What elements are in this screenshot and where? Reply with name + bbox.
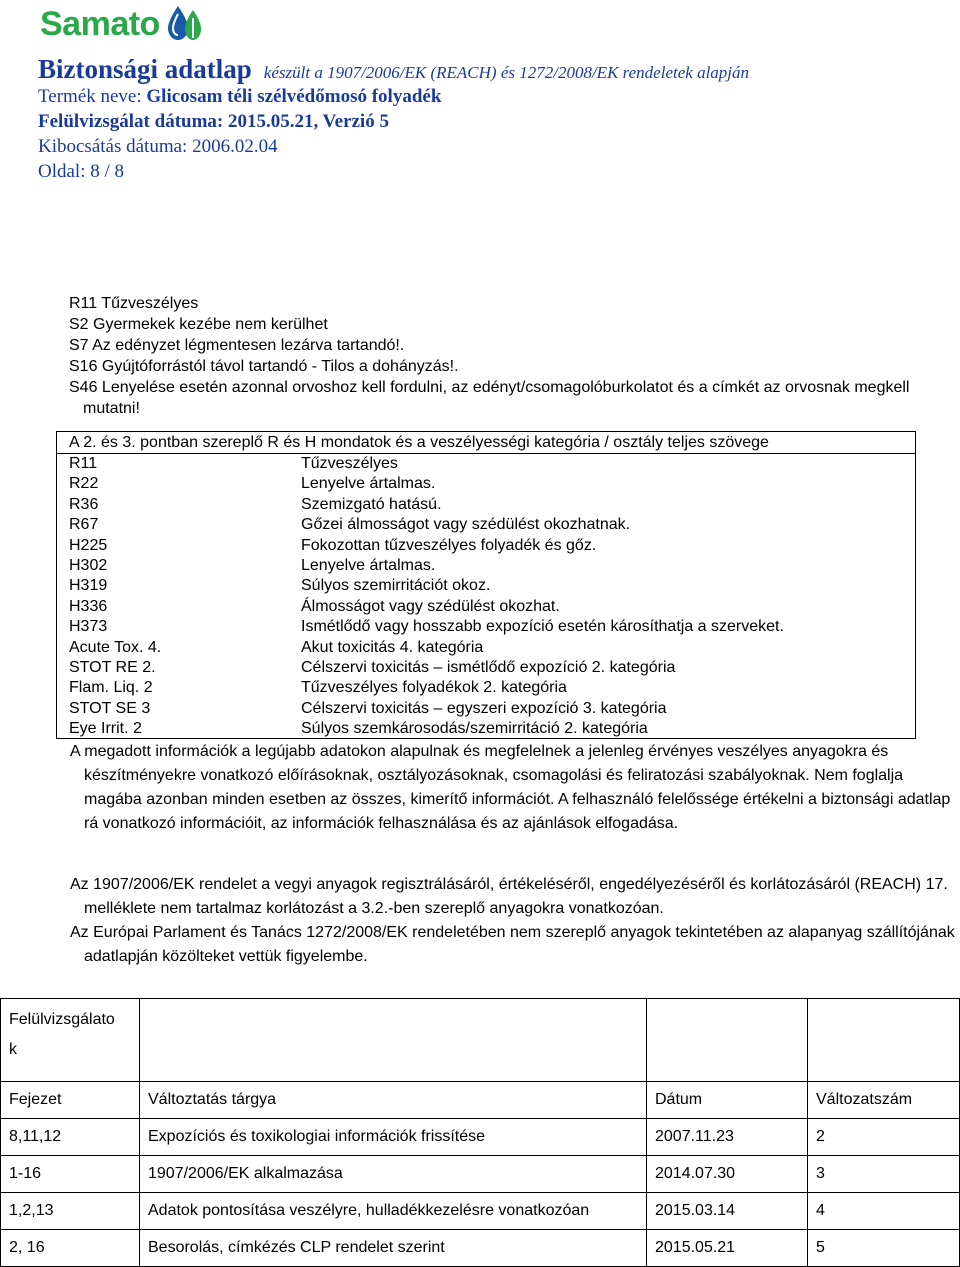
review-date-label: Felülvizsgálat dátuma: bbox=[38, 111, 224, 132]
regulatory-notes bbox=[70, 873, 958, 969]
column-header-date: Dátum bbox=[647, 1082, 808, 1119]
hazard-code: H225 bbox=[69, 536, 108, 554]
revision-date: 2014.07.30 bbox=[647, 1156, 808, 1193]
revision-version: 2 bbox=[808, 1119, 960, 1156]
revision-caption-row bbox=[1, 999, 960, 1082]
revision-version: 4 bbox=[808, 1193, 960, 1230]
page-number: 8 / 8 bbox=[90, 161, 125, 182]
hazard-row bbox=[69, 719, 784, 739]
hazard-row bbox=[69, 536, 784, 556]
hazard-row bbox=[69, 678, 784, 698]
hazard-code: H336 bbox=[69, 597, 108, 615]
hazard-code: Acute Tox. 4. bbox=[69, 638, 162, 656]
hazard-text: Tűzveszélyes bbox=[301, 455, 398, 472]
document-title: Biztonsági adatlap bbox=[38, 54, 252, 84]
product-label: Termék neve: bbox=[38, 86, 142, 107]
hazard-text: Tűzveszélyes folyadékok 2. kategória bbox=[301, 679, 567, 697]
hazard-row bbox=[69, 474, 784, 494]
revision-chapter: 1-16 bbox=[1, 1156, 140, 1193]
revision-version: 5 bbox=[808, 1230, 960, 1267]
hazard-row bbox=[69, 617, 784, 637]
company-logo bbox=[40, 4, 204, 44]
phrase-item: R11 Tűzveszélyes bbox=[69, 295, 199, 312]
revision-date: 2015.03.14 bbox=[647, 1193, 808, 1230]
table-row bbox=[1, 1156, 960, 1193]
hazard-text: Lenyelve ártalmas. bbox=[301, 475, 436, 493]
hazard-row bbox=[69, 699, 784, 719]
hazard-text: Lenyelve ártalmas. bbox=[301, 556, 436, 574]
revision-subject: Expozíciós és toxikologiai információk frissítése bbox=[140, 1119, 647, 1156]
hazard-row bbox=[69, 658, 784, 678]
document-subtitle: készült a 1907/2006/EK (REACH) és 1272/2008/EK rendeletek alapján bbox=[263, 63, 750, 82]
hazard-code: R22 bbox=[69, 475, 99, 493]
clp-note: Az Európai Parlament és Tanács 1272/2008/EK rendeletében nem szereplő anyagok tekintetében az alapanyag szállítójának adatlapján közölteket vettük figyelembe. bbox=[70, 924, 955, 965]
hazard-code: R67 bbox=[69, 516, 99, 534]
revision-caption-line: k bbox=[9, 1041, 17, 1058]
review-date-value: 2015.05.21, Verzió 5 bbox=[228, 111, 389, 132]
hazard-text: Súlyos szemkárosodás/szemirritáció 2. kategória bbox=[301, 720, 648, 738]
reach-note: Az 1907/2006/EK rendelet a vegyi anyagok regisztrálásáról, értékeléséről, engedélyezéséről és korlátozásáról (REACH) 17. melléklete nem tartalmaz korlátozást a 3.2.-ben szereplő anyagokra vonatkozóan. bbox=[70, 876, 948, 917]
drops-leaf-icon bbox=[166, 4, 204, 44]
hazard-code: R11 bbox=[69, 455, 98, 472]
revision-caption bbox=[1, 999, 140, 1082]
hazard-row bbox=[69, 556, 784, 576]
product-name: Glicosam téli szélvédőmosó folyadék bbox=[146, 86, 442, 107]
hazard-row bbox=[69, 454, 784, 474]
disclaimer-paragraph bbox=[70, 740, 958, 836]
revision-header-row bbox=[1, 1082, 960, 1119]
revision-date: 2007.11.23 bbox=[647, 1119, 808, 1156]
column-header-version: Változatszám bbox=[808, 1082, 960, 1119]
revision-date: 2015.05.21 bbox=[647, 1230, 808, 1267]
hazard-row bbox=[69, 597, 784, 617]
column-header-subject: Változtatás tárgya bbox=[140, 1082, 647, 1119]
issue-date-label: Kibocsátás dátuma: bbox=[38, 136, 188, 157]
revision-chapter: 1,2,13 bbox=[1, 1193, 140, 1230]
hazard-code: H302 bbox=[69, 556, 108, 574]
revision-subject: Besorolás, címkézés CLP rendelet szerint bbox=[140, 1230, 647, 1267]
hazard-text: Célszervi toxicitás – ismétlődő expozíció 2. kategória bbox=[301, 658, 676, 676]
revision-subject: 1907/2006/EK alkalmazása bbox=[140, 1156, 647, 1193]
hazard-text: Fokozottan tűzveszélyes folyadék és gőz. bbox=[301, 536, 597, 554]
column-header-chapter: Fejezet bbox=[1, 1082, 140, 1119]
hazard-row bbox=[69, 638, 784, 658]
revision-subject: Adatok pontosítása veszélyre, hulladékkezelésre vonatkozóan bbox=[140, 1193, 647, 1230]
hazard-row bbox=[69, 515, 784, 535]
hazard-text: Súlyos szemirritációt okoz. bbox=[301, 577, 491, 595]
table-row bbox=[1, 1230, 960, 1267]
hazard-text: Álmosságot vagy szédülést okozhat. bbox=[301, 597, 560, 615]
hazard-code: STOT SE 3 bbox=[69, 699, 151, 717]
hazard-code: Eye Irrit. 2 bbox=[69, 720, 142, 738]
hazard-text: Akut toxicitás 4. kategória bbox=[301, 638, 484, 656]
logo-text: Samato bbox=[40, 5, 160, 43]
hazard-table-title: A 2. és 3. pontban szereplő R és H mondatok és a veszélyességi kategória / osztály teljes szövege bbox=[69, 434, 769, 451]
issue-date-value: 2006.02.04 bbox=[192, 136, 278, 157]
phrase-list bbox=[69, 293, 954, 419]
hazard-code: R36 bbox=[69, 495, 99, 513]
hazard-code: H319 bbox=[69, 577, 108, 595]
phrase-item: S46 Lenyelése esetén azonnal orvoshoz kell fordulni, az edényt/csomagolóburkolatot és a címkét az orvosnak megkell mutatni! bbox=[69, 379, 910, 417]
page-label: Oldal: bbox=[38, 161, 86, 182]
revision-caption-line: Felülvizsgálato bbox=[9, 1011, 115, 1028]
hazard-code: STOT RE 2. bbox=[69, 658, 156, 676]
table-row bbox=[1, 1193, 960, 1230]
revision-version: 3 bbox=[808, 1156, 960, 1193]
revision-chapter: 2, 16 bbox=[1, 1230, 140, 1267]
table-row bbox=[1, 1119, 960, 1156]
phrase-item: S7 Az edényzet légmentesen lezárva tartandó!. bbox=[69, 337, 405, 354]
hazard-text: Gőzei álmosságot vagy szédülést okozhatnak. bbox=[301, 516, 631, 534]
document-header bbox=[38, 54, 749, 184]
phrase-item: S16 Gyújtóforrástól távol tartandó - Tilos a dohányzás!. bbox=[69, 358, 459, 375]
hazard-code: Flam. Liq. 2 bbox=[69, 679, 153, 697]
phrase-item: S2 Gyermekek kezébe nem kerülhet bbox=[69, 316, 328, 333]
hazard-text: Szemizgató hatású. bbox=[301, 495, 442, 513]
revision-table bbox=[0, 998, 960, 1267]
disclaimer-text: A megadott információk a legújabb adatokon alapulnak és megfelelnek a jelenleg érvényes veszélyes anyagokra és készítményekre vonatkozó előírásoknak, osztályozásoknak, csomagolási és feliratozási szabályoknak. Nem foglalja magába azonban minden esetben az összes, kimerítő információt. A felhasználó felelőssége értékelni a biztonsági adatlap rá vonatkozó információit, az információk felhasználása és az ajánlások elfogadása. bbox=[70, 743, 951, 832]
hazard-phrases-table bbox=[56, 431, 916, 739]
revision-chapter: 8,11,12 bbox=[1, 1119, 140, 1156]
hazard-text: Ismétlődő vagy hosszabb expozíció esetén károsíthatja a szerveket. bbox=[301, 618, 784, 636]
hazard-row bbox=[69, 576, 784, 596]
hazard-text: Célszervi toxicitás – egyszeri expozíció 3. kategória bbox=[301, 699, 667, 717]
hazard-code: H373 bbox=[69, 618, 108, 636]
hazard-row bbox=[69, 495, 784, 515]
